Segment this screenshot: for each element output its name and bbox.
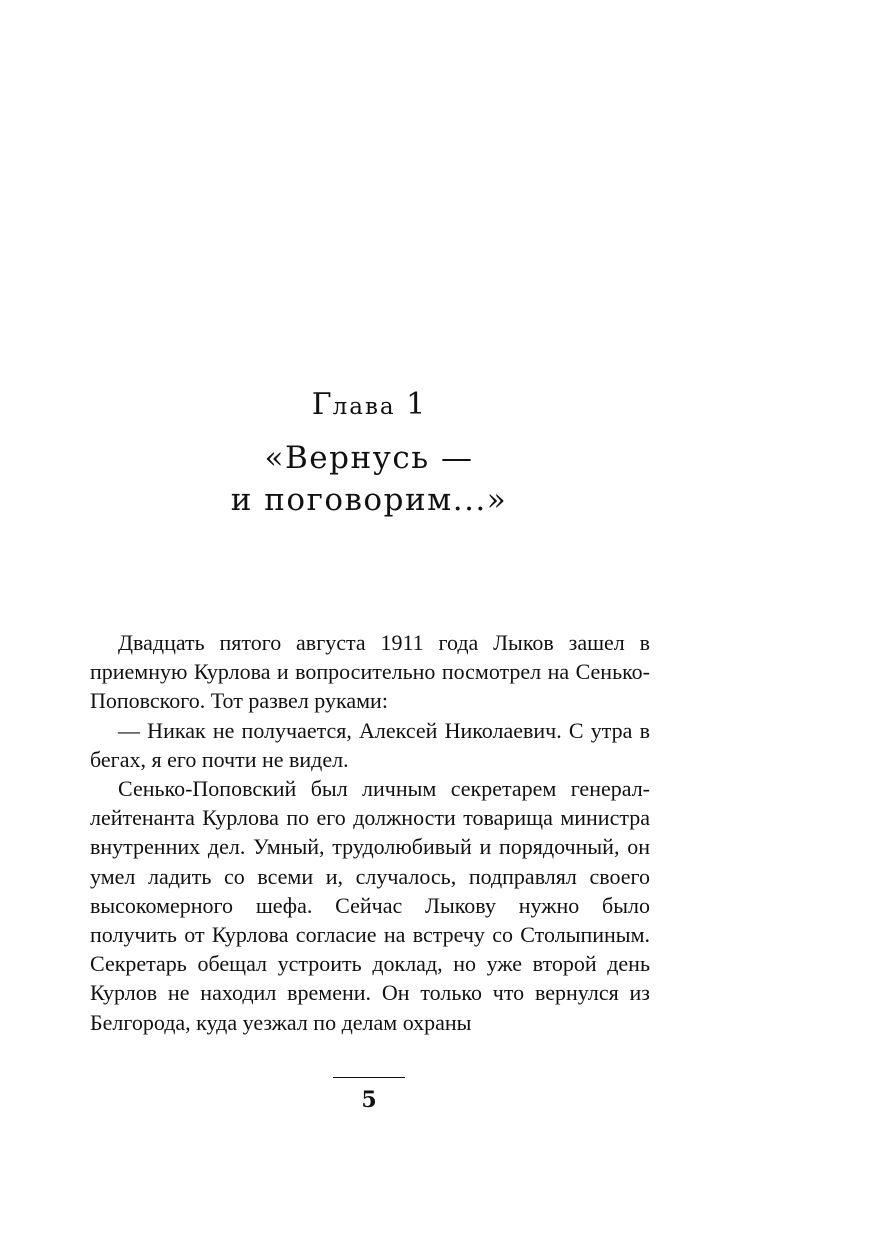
- chapter-number: 1: [406, 387, 427, 422]
- paragraph-1: Двадцать пятого августа 1911 года Лыков зашел в приемную Курлова и вопросительно посмотрел на Сенько-Поповского. Тот развел руками:: [90, 630, 650, 714]
- chapter-label-word: лава: [332, 394, 396, 420]
- body-text: [90, 628, 650, 1037]
- paragraph-3: Сенько-Поповский был личным секретарем генерал-лейтенанта Курлова по его должности товарища министра внутренних дел. Умный, трудолюбивый и порядочный, он умел ладить со всеми и, случалось, подправлял своего высокомерного шефа. Сейчас Лыкову нужно было получить от Курлова согласие на встречу со Столыпиным. Секретарь обещал устроить доклад, но уже второй день Курлов не находил времени. Он только что вернулся из Белгорода, куда уезжал по делам охраны: [90, 776, 650, 1035]
- paragraph-2: — Никак не получается, Алексей Николаевич. С утра в бегах, я его почти не видел.: [90, 717, 650, 772]
- page-number-rule: [333, 1077, 405, 1078]
- chapter-title-line-2: и поговорим...»: [230, 482, 508, 518]
- chapter-title-line-1: «Вернусь —: [264, 440, 474, 476]
- chapter-label-initial: Г: [311, 387, 333, 422]
- chapter-title: [0, 437, 738, 521]
- chapter-label: [0, 384, 738, 428]
- page-number: 5: [361, 1087, 377, 1113]
- chapter-heading: [0, 384, 738, 521]
